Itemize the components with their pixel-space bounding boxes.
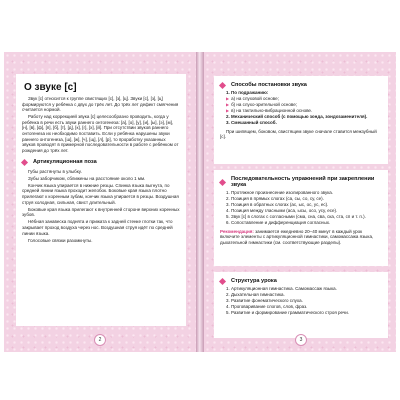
diamond-bullet-icon (219, 278, 226, 285)
methods-note: При шипящем, боковом, свистящем звуке сначале ставится межзубный [с]. (220, 128, 377, 140)
right-page (204, 52, 396, 352)
section-title: Артикуляционная поза (33, 159, 97, 166)
book-spread (4, 52, 396, 352)
list-item: 2. Дыхательная гимнастика. (226, 292, 285, 298)
section-header (220, 176, 382, 188)
diamond-bullet-icon (219, 82, 226, 89)
list-item: 3. Позиция в обратных слогах (ас, ыс, ос, ус, ес). (226, 202, 329, 208)
section-title: Структура урока (231, 278, 277, 284)
page-number: 2 (94, 334, 106, 346)
left-text-panel (16, 74, 186, 326)
list-item: 3. Смешанный способ. (226, 119, 277, 125)
recommendation (220, 229, 382, 246)
recommendation-text: занимается ежедневно 20–40 минут в каждый урок включите элементы с артикуляционной гимнастики, самомассажа языка, дыхательной гимнастики (см. соответствующие разделы). (220, 228, 374, 246)
intro-text (22, 96, 180, 153)
diamond-bullet-icon (219, 179, 226, 186)
methods-list (226, 90, 382, 125)
pose-paragraph: Голосовые связки разомкнуты. (28, 237, 93, 243)
section-title: Последовательность упражнений при закреплении звука (231, 176, 375, 189)
page-number: 3 (295, 334, 307, 346)
list-item: 2. Позиция в прямых слогах (са, сы, со, су, се). (226, 196, 324, 202)
section-header (220, 82, 382, 88)
sequence-list (226, 190, 382, 225)
list-item: 3. Развитие фонематического слуха. (226, 298, 303, 304)
list-item: 1. По подражанию: (226, 90, 269, 96)
triangle-bullet-icon: ▶ (226, 107, 230, 113)
sequence-panel (214, 170, 388, 266)
pose-paragraph: Зубы заборчиком, сближены на расстояние около 1 мм. (28, 175, 146, 181)
pose-text (22, 169, 180, 244)
list-item: 1. Артикуляционная гимнастика. Самомассаж языка. (226, 286, 337, 292)
section-header (220, 278, 382, 284)
pose-paragraph: Нёбная занавеска поднята и прижата к задней стенке глотки так, что закрывает проход воздуха через нос. Воздушная струя идёт по средней линии языка. (22, 219, 173, 236)
section-title: Способы постановки звука (231, 82, 307, 88)
left-page (4, 52, 196, 352)
list-item: 6. Сопоставление и дифференциация согласных. (226, 219, 331, 225)
diamond-bullet-icon (21, 159, 28, 166)
pose-paragraph: Губы растянуты в улыбку. (28, 168, 82, 174)
recommendation-label: Рекомендация: (220, 228, 254, 234)
section-header (22, 159, 180, 165)
list-item: ▶ в) на тактильно-вибрационной основе. (226, 107, 313, 113)
list-item: ▶ а) на слуховой основе; (226, 96, 279, 102)
intro-paragraph: Звук [с] относится к группе свистящих [с], [з], [ц]. Звуки [с], [з], [ц] формируются у ребёнка с двух до трёх лет. До трёх лет дефект смягчения считается нормой. (22, 96, 179, 113)
list-item: 5. Звук [с] в слогах с согласными (сма, сна, сва, ска, ста, сп и т. п.). (226, 214, 366, 220)
triangle-bullet-icon: ▶ (226, 102, 230, 108)
pose-paragraph: Боковые края языка прилегают к внутренней стороне верхних коренных зубов. (22, 206, 180, 218)
page-title: О звуке [с] (24, 82, 77, 93)
pose-paragraph: Кончик языка упирается в нижние резцы. Спинка языка выгнута, по средней линии языка проходит желобок. Боковые края языка плотно прилегают к коренным зубам, кончик языка упирается в резцы. Воздушная струя холодная, сильная, свист длительный. (22, 182, 179, 205)
methods-panel (214, 76, 388, 164)
list-item: 2. Механический способ (с помощью зонда, зондозаменителя). (226, 113, 368, 119)
list-item: 1. Протяжное произнесение изолированного звука. (226, 190, 334, 196)
lesson-structure-list (226, 286, 382, 316)
lesson-structure-panel (214, 272, 388, 338)
list-item: 4. Проговаривание слогов, слов, фраз. (226, 303, 308, 309)
book-fold (196, 52, 204, 352)
list-item: 4. Позиция между гласными (аса, ысы, осо, усу, есе). (226, 208, 338, 214)
list-item: 5. Развитие и формирование грамматического строя речи. (226, 309, 349, 315)
intro-paragraph: Работу над коррекцией звука [с] целесообразно проводить, когда у ребёнка в речи есть звуки раннего онтогенеза: [а], [о], [у], [и], [ы], [э], [м], [н], [в], [ф], [п], [б], [т], [д], [к], [г], [х], [й]. При отсутствии звуков раннего онтогенеза их необходимо поставить. Если у ребёнка нарушены звуки раннего онтогенеза, [ш], [ж], [ч], [щ], [л], [р], то проработку указанных звуков проводят в примерной последовательности в работе с ребёнком от рождения до трёх лет. (22, 114, 179, 153)
triangle-bullet-icon: ▶ (226, 96, 230, 102)
list-item: ▶ б) на слухо-зрительной основе; (226, 102, 297, 108)
